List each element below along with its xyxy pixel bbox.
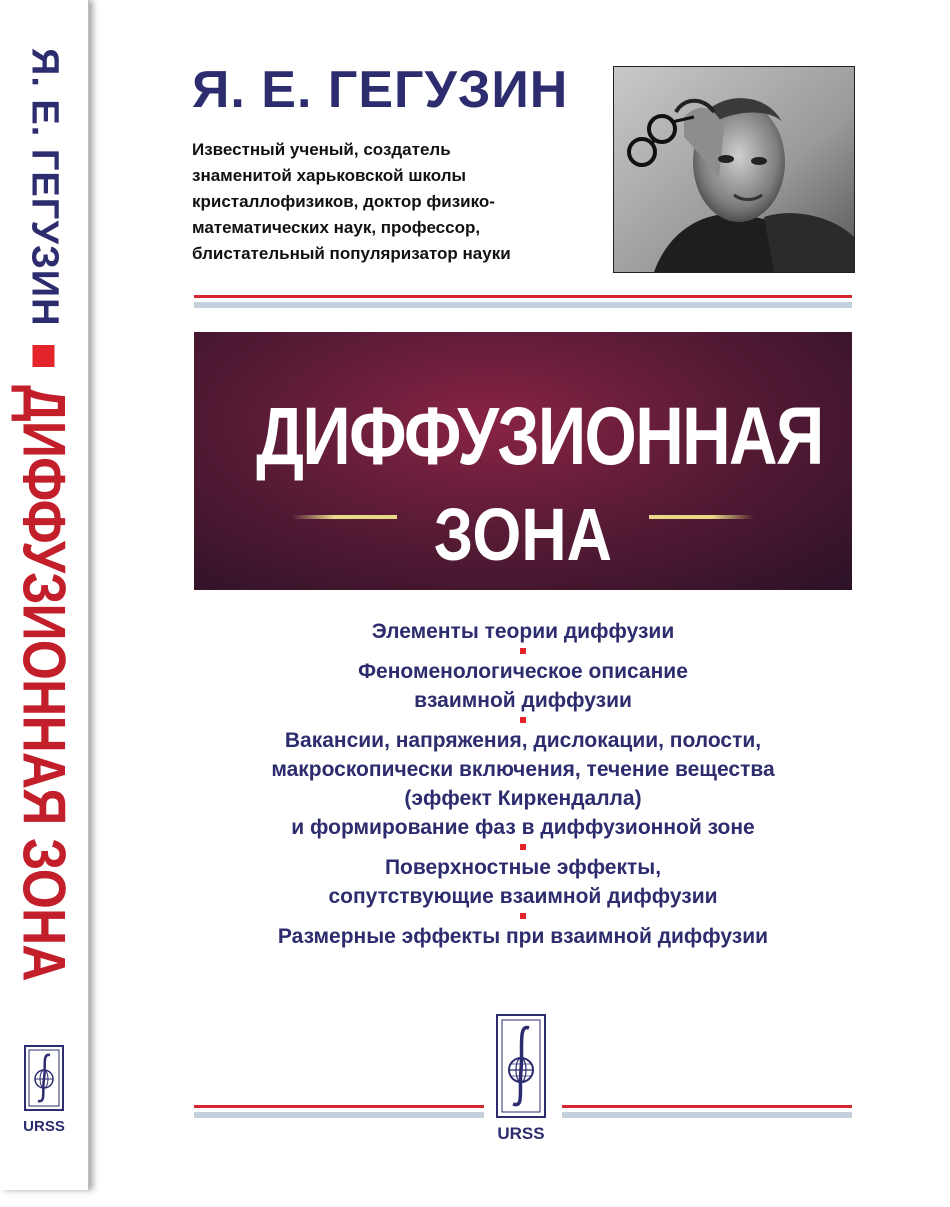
contents-item: Размерные эффекты при взаимной диффузии [277, 925, 769, 948]
book-spine [0, 0, 89, 1190]
top-red-rule [194, 295, 852, 298]
spine-publisher: URSS [23, 1118, 65, 1135]
spine-publisher-logo-icon [24, 1045, 64, 1111]
front-cover [88, 0, 950, 1207]
spine-author: Я. Е. ГЕГУЗИН [23, 48, 66, 327]
contents-item: Вакансии, напряжения, дислокации, полости, макроскопически включения, течение вещества (эффект Киркендалла) и формирование фаз в диффузионной зоне [271, 729, 775, 839]
bottom-red-rule-right [562, 1105, 852, 1108]
bio-line: Известный ученый, создатель [192, 140, 451, 159]
bottom-blue-rule-left [194, 1112, 484, 1118]
bottom-red-rule-left [194, 1105, 484, 1108]
red-bullet-separator [520, 648, 526, 654]
cover-publisher: URSS [497, 1124, 545, 1143]
book-title-line1: ДИФФУЗИОННАЯ [256, 391, 823, 482]
title-banner [194, 332, 852, 590]
red-bullet-separator [520, 913, 526, 919]
contents-list [194, 617, 852, 951]
gold-divider-right [649, 515, 754, 519]
contents-item: Феноменологическое описание взаимной диффузии [358, 660, 688, 712]
cover-author: Я. Е. ГЕГУЗИН [192, 61, 569, 119]
spine-square-bullet [33, 345, 55, 367]
publisher-logo-icon [496, 1014, 546, 1118]
spine-title: ДИФФУЗИОННАЯ ЗОНА [10, 384, 78, 981]
contents-item: Поверхностные эффекты, сопутствующие взаимной диффузии [328, 856, 718, 908]
top-blue-rule [194, 302, 852, 308]
bottom-blue-rule-right [562, 1112, 852, 1118]
bio-line: знаменитой харьковской школы [192, 166, 467, 185]
author-bio [192, 137, 612, 267]
red-bullet-separator [520, 717, 526, 723]
spine-text-group [10, 48, 79, 1077]
bio-line: кристаллофизиков, доктор физико- [192, 192, 495, 211]
author-portrait-photo [613, 66, 855, 273]
book-title-line2: ЗОНА [433, 493, 613, 576]
bio-line: математических наук, профессор, [192, 218, 481, 237]
contents-item: Элементы теории диффузии [371, 620, 675, 643]
bio-line: блистательный популяризатор науки [192, 244, 511, 263]
red-bullet-separator [520, 844, 526, 850]
